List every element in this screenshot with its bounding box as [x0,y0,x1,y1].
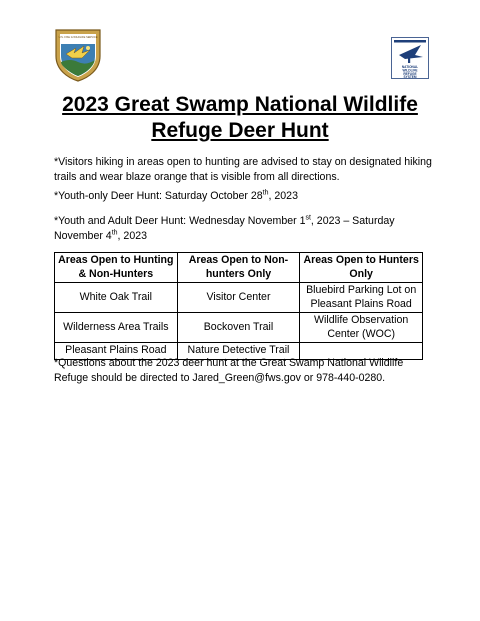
adult-hunt-notice [54,214,434,244]
table-row [55,313,423,343]
adult-hunt-sup-2: th [111,229,118,237]
logo-left-text: U.S. FISH & WILDLIFE SERVICE [58,36,98,39]
table-cell: Nature Detective Trail [177,343,300,360]
svg-text:WILDLIFE: WILDLIFE [402,68,418,73]
youth-hunt-notice [54,189,434,204]
svg-text:SYSTEM: SYSTEM [403,75,417,79]
national-wildlife-refuge-system-logo [391,37,429,79]
title-line-1: 2023 Great Swamp National Wildlife [62,93,418,116]
table-cell: Wilderness Area Trails [55,313,178,343]
table-cell: White Oak Trail [55,283,178,313]
adult-hunt-sup-1: st [305,214,311,222]
usfws-shield-logo [52,26,104,82]
table-header-row [55,253,423,283]
visitors-notice: *Visitors hiking in areas open to hunting are advised to stay on designated hiking trails and wear blaze orange that is visible from all directions. [54,156,432,183]
header-hunters-only: Areas Open to Hunters Only [300,253,423,283]
table-cell: Wildlife Observation Center (WOC) [300,313,423,343]
table-cell: Pleasant Plains Road [55,343,178,360]
svg-text:REFUGE: REFUGE [403,72,417,76]
table-cell: Bockoven Trail [177,313,300,343]
table-row [55,283,423,313]
document-title [40,92,440,144]
header-non-hunters-only: Areas Open to Non-hunters Only [177,253,300,283]
youth-hunt-sup: th [262,189,269,197]
table-cell: Bluebird Parking Lot on Pleasant Plains Road [300,283,423,313]
questions-notice: *Questions about the 2023 deer hunt at the Great Swamp National Wildlife Refuge should be directed to Jared_Green@fws.gov or 978-440-0280. [54,357,404,384]
svg-text:NATIONAL: NATIONAL [401,65,419,69]
hunt-areas-table [54,252,423,360]
adult-hunt-middle: , 2023 – Saturday November 4 [54,215,395,242]
title-line-2: Refuge Deer Hunt [151,119,329,142]
table-cell: Visitor Center [177,283,300,313]
adult-hunt-suffix: , 2023 [117,230,148,242]
adult-hunt-prefix: *Youth and Adult Deer Hunt: Wednesday November 1 [54,215,306,227]
header-hunting-and-non-hunters: Areas Open to Hunting & Non-Hunters [55,253,178,283]
youth-hunt-prefix: *Youth-only Deer Hunt: Saturday October 28 [54,190,263,202]
youth-hunt-suffix: , 2023 [268,190,298,202]
